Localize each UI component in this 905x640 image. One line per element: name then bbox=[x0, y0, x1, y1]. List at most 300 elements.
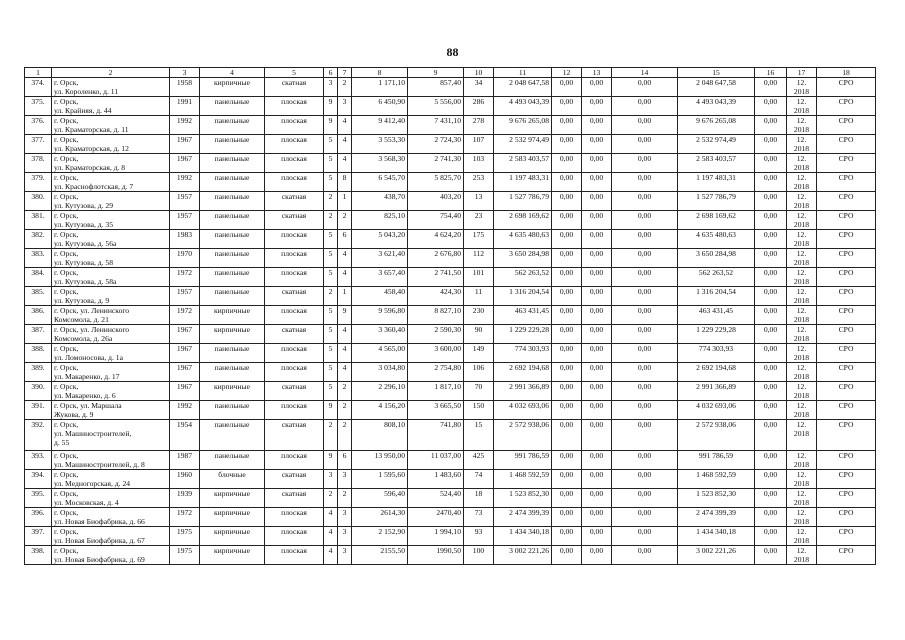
address-line: г. Орск, bbox=[54, 489, 79, 498]
build-year-cell: 1967 bbox=[170, 363, 200, 382]
deadline-line: 2018 bbox=[793, 296, 810, 305]
deadline-line: 2018 bbox=[793, 220, 810, 229]
cost-col-14-cell: 0,00 bbox=[612, 363, 678, 382]
address-cell bbox=[52, 78, 170, 97]
deadline-line: 2018 bbox=[793, 517, 810, 526]
cost-col-14-cell: 0,00 bbox=[612, 451, 678, 470]
build-year-cell: 1975 bbox=[170, 546, 200, 565]
residents-cell: 74 bbox=[464, 470, 494, 489]
row-number-cell: 397. bbox=[25, 527, 52, 546]
address-line: д. 55 bbox=[54, 438, 70, 447]
build-year-cell: 1991 bbox=[170, 97, 200, 116]
entrances-cell: 4 bbox=[338, 116, 352, 135]
cost-col-12-cell: 0,00 bbox=[552, 192, 582, 211]
repair-method-cell: СРО bbox=[817, 344, 876, 363]
roof-type-cell: скатная bbox=[265, 382, 324, 401]
cost-col-15-cell: 774 303,93 bbox=[678, 344, 755, 363]
cost-col-12-cell: 0,00 bbox=[552, 306, 582, 325]
entrances-cell: 2 bbox=[338, 489, 352, 508]
deadline-line: 12. bbox=[796, 420, 807, 429]
deadline-line: 2018 bbox=[793, 498, 810, 507]
row-number-cell: 380. bbox=[25, 192, 52, 211]
cost-col-16-cell: 0,00 bbox=[755, 78, 787, 97]
roof-type-cell: плоская bbox=[265, 306, 324, 325]
row-number-cell: 382. bbox=[25, 230, 52, 249]
deadline-line: 12. bbox=[796, 192, 807, 201]
deadline-cell bbox=[787, 489, 817, 508]
floors-cell: 3 bbox=[324, 470, 338, 489]
address-line: ул. Макаренко, д. 17 bbox=[54, 372, 120, 381]
floors-cell: 5 bbox=[324, 363, 338, 382]
cost-col-14-cell: 0,00 bbox=[612, 154, 678, 173]
roof-type-cell: скатная bbox=[265, 78, 324, 97]
housing-registry-table bbox=[24, 67, 876, 565]
cost-col-16-cell: 0,00 bbox=[755, 211, 787, 230]
area-total-cell: 9 412,40 bbox=[352, 116, 408, 135]
column-number-9: 9 bbox=[408, 68, 464, 78]
cost-col-16-cell: 0,00 bbox=[755, 401, 787, 420]
floors-cell: 3 bbox=[324, 78, 338, 97]
entrances-cell: 3 bbox=[338, 546, 352, 565]
address-line: Жукова, д. 9 bbox=[54, 410, 94, 419]
address-line: ул. Макаренко, д. 6 bbox=[54, 391, 116, 400]
deadline-line: 2018 bbox=[793, 315, 810, 324]
entrances-cell: 2 bbox=[338, 382, 352, 401]
total-cost-cell: 1 197 483,31 bbox=[494, 173, 552, 192]
floors-cell: 4 bbox=[324, 546, 338, 565]
entrances-cell: 4 bbox=[338, 325, 352, 344]
column-number-1: 1 bbox=[25, 68, 52, 78]
deadline-cell bbox=[787, 154, 817, 173]
total-cost-cell: 9 676 265,08 bbox=[494, 116, 552, 135]
build-year-cell: 1960 bbox=[170, 470, 200, 489]
residents-cell: 286 bbox=[464, 97, 494, 116]
header-row bbox=[25, 68, 876, 78]
table-row bbox=[25, 135, 876, 154]
wall-material-cell: кирпичные bbox=[200, 325, 265, 344]
total-cost-cell: 3 002 221,26 bbox=[494, 546, 552, 565]
cost-col-15-cell: 9 676 265,08 bbox=[678, 116, 755, 135]
wall-material-cell: панельные bbox=[200, 401, 265, 420]
deadline-cell bbox=[787, 451, 817, 470]
entrances-cell: 3 bbox=[338, 470, 352, 489]
cost-col-13-cell: 0,00 bbox=[582, 192, 612, 211]
address-line: ул. Машиностроителей, bbox=[54, 429, 132, 438]
area-living-cell: 8 827,10 bbox=[408, 306, 464, 325]
build-year-cell: 1967 bbox=[170, 325, 200, 344]
deadline-line: 2018 bbox=[793, 536, 810, 545]
cost-col-12-cell: 0,00 bbox=[552, 451, 582, 470]
cost-col-13-cell: 0,00 bbox=[582, 116, 612, 135]
deadline-line: 12. bbox=[796, 451, 807, 460]
address-line: ул. Ломоносова, д. 1а bbox=[54, 353, 123, 362]
address-line: г. Орск, bbox=[54, 97, 79, 106]
deadline-cell bbox=[787, 344, 817, 363]
cost-col-13-cell: 0,00 bbox=[582, 451, 612, 470]
column-number-16: 16 bbox=[755, 68, 787, 78]
cost-col-16-cell: 0,00 bbox=[755, 344, 787, 363]
total-cost-cell: 1 434 340,18 bbox=[494, 527, 552, 546]
roof-type-cell: плоская bbox=[265, 527, 324, 546]
table-body bbox=[25, 78, 876, 565]
address-line: ул. Кутузова, д. 35 bbox=[54, 220, 114, 229]
total-cost-cell: 1 316 204,54 bbox=[494, 287, 552, 306]
address-cell bbox=[52, 489, 170, 508]
entrances-cell: 6 bbox=[338, 230, 352, 249]
cost-col-13-cell: 0,00 bbox=[582, 546, 612, 565]
area-living-cell: 2 741,30 bbox=[408, 154, 464, 173]
roof-type-cell: плоская bbox=[265, 451, 324, 470]
deadline-line: 2018 bbox=[793, 106, 810, 115]
cost-col-14-cell: 0,00 bbox=[612, 344, 678, 363]
row-number-cell: 392. bbox=[25, 420, 52, 451]
wall-material-cell: кирпичные bbox=[200, 306, 265, 325]
area-living-cell: 424,30 bbox=[408, 287, 464, 306]
floors-cell: 9 bbox=[324, 97, 338, 116]
table-row bbox=[25, 173, 876, 192]
table-row bbox=[25, 211, 876, 230]
area-total-cell: 3 621,40 bbox=[352, 249, 408, 268]
residents-cell: 100 bbox=[464, 546, 494, 565]
floors-cell: 5 bbox=[324, 249, 338, 268]
residents-cell: 13 bbox=[464, 192, 494, 211]
address-cell bbox=[52, 363, 170, 382]
repair-method-cell: СРО bbox=[817, 192, 876, 211]
table-row bbox=[25, 382, 876, 401]
row-number-cell: 396. bbox=[25, 508, 52, 527]
total-cost-cell: 2 583 403,57 bbox=[494, 154, 552, 173]
area-living-cell: 3 665,50 bbox=[408, 401, 464, 420]
residents-cell: 103 bbox=[464, 154, 494, 173]
column-number-18: 18 bbox=[817, 68, 876, 78]
floors-cell: 4 bbox=[324, 508, 338, 527]
roof-type-cell: скатная bbox=[265, 287, 324, 306]
row-number-cell: 374. bbox=[25, 78, 52, 97]
address-line: ул. Новая Биофабрика, д. 67 bbox=[54, 536, 145, 545]
wall-material-cell: панельные bbox=[200, 230, 265, 249]
total-cost-cell: 463 431,45 bbox=[494, 306, 552, 325]
deadline-line: 12. bbox=[796, 489, 807, 498]
area-living-cell: 11 037,00 bbox=[408, 451, 464, 470]
address-line: г. Орск, bbox=[54, 192, 79, 201]
roof-type-cell: плоская bbox=[265, 97, 324, 116]
residents-cell: 150 bbox=[464, 401, 494, 420]
cost-col-12-cell: 0,00 bbox=[552, 287, 582, 306]
build-year-cell: 1970 bbox=[170, 249, 200, 268]
table-row bbox=[25, 420, 876, 451]
cost-col-15-cell: 1 197 483,31 bbox=[678, 173, 755, 192]
address-line: ул. Кутузова, д. 9 bbox=[54, 296, 110, 305]
row-number-cell: 383. bbox=[25, 249, 52, 268]
entrances-cell: 4 bbox=[338, 268, 352, 287]
build-year-cell: 1957 bbox=[170, 287, 200, 306]
total-cost-cell: 3 650 284,98 bbox=[494, 249, 552, 268]
area-total-cell: 825,10 bbox=[352, 211, 408, 230]
cost-col-15-cell: 2 572 938,06 bbox=[678, 420, 755, 451]
area-total-cell: 3 568,30 bbox=[352, 154, 408, 173]
address-line: г. Орск, bbox=[54, 363, 79, 372]
build-year-cell: 1957 bbox=[170, 192, 200, 211]
row-number-cell: 375. bbox=[25, 97, 52, 116]
area-living-cell: 2 724,30 bbox=[408, 135, 464, 154]
repair-method-cell: СРО bbox=[817, 489, 876, 508]
residents-cell: 230 bbox=[464, 306, 494, 325]
table-row bbox=[25, 527, 876, 546]
cost-col-14-cell: 0,00 bbox=[612, 173, 678, 192]
address-line: г. Орск, bbox=[54, 451, 79, 460]
area-total-cell: 596,40 bbox=[352, 489, 408, 508]
address-line: ул. Машиностроителей, д. 8 bbox=[54, 460, 145, 469]
address-cell bbox=[52, 451, 170, 470]
entrances-cell: 2 bbox=[338, 401, 352, 420]
cost-col-12-cell: 0,00 bbox=[552, 173, 582, 192]
wall-material-cell: кирпичные bbox=[200, 382, 265, 401]
deadline-line: 12. bbox=[796, 97, 807, 106]
address-line: г. Орск, bbox=[54, 470, 79, 479]
total-cost-cell: 4 635 480,63 bbox=[494, 230, 552, 249]
address-line: Комсомола, д. 26а bbox=[54, 334, 113, 343]
cost-col-14-cell: 0,00 bbox=[612, 97, 678, 116]
column-number-14: 14 bbox=[612, 68, 678, 78]
total-cost-cell: 562 263,52 bbox=[494, 268, 552, 287]
cost-col-13-cell: 0,00 bbox=[582, 420, 612, 451]
roof-type-cell: плоская bbox=[265, 508, 324, 527]
build-year-cell: 1954 bbox=[170, 420, 200, 451]
area-living-cell: 1 994,10 bbox=[408, 527, 464, 546]
area-living-cell: 857,40 bbox=[408, 78, 464, 97]
deadline-line: 12. bbox=[796, 546, 807, 555]
wall-material-cell: кирпичные bbox=[200, 546, 265, 565]
row-number-cell: 379. bbox=[25, 173, 52, 192]
address-line: ул. Медногорская, д. 24 bbox=[54, 479, 131, 488]
total-cost-cell: 4 493 043,39 bbox=[494, 97, 552, 116]
cost-col-12-cell: 0,00 bbox=[552, 401, 582, 420]
entrances-cell: 1 bbox=[338, 192, 352, 211]
residents-cell: 34 bbox=[464, 78, 494, 97]
cost-col-14-cell: 0,00 bbox=[612, 78, 678, 97]
repair-method-cell: СРО bbox=[817, 135, 876, 154]
column-number-12: 12 bbox=[552, 68, 582, 78]
address-line: ул. Краматорская, д. 11 bbox=[54, 125, 129, 134]
deadline-line: 12. bbox=[796, 344, 807, 353]
area-total-cell: 2614,30 bbox=[352, 508, 408, 527]
cost-col-16-cell: 0,00 bbox=[755, 230, 787, 249]
wall-material-cell: блочные bbox=[200, 470, 265, 489]
repair-method-cell: СРО bbox=[817, 268, 876, 287]
roof-type-cell: скатная bbox=[265, 420, 324, 451]
column-number-17: 17 bbox=[787, 68, 817, 78]
area-living-cell: 2 590,30 bbox=[408, 325, 464, 344]
roof-type-cell: плоская bbox=[265, 363, 324, 382]
area-living-cell: 5 825,70 bbox=[408, 173, 464, 192]
address-line: г. Орск, bbox=[54, 268, 79, 277]
cost-col-12-cell: 0,00 bbox=[552, 78, 582, 97]
repair-method-cell: СРО bbox=[817, 451, 876, 470]
total-cost-cell: 774 303,93 bbox=[494, 344, 552, 363]
cost-col-14-cell: 0,00 bbox=[612, 135, 678, 154]
column-number-5: 5 bbox=[265, 68, 324, 78]
residents-cell: 106 bbox=[464, 363, 494, 382]
deadline-line: 2018 bbox=[793, 334, 810, 343]
row-number-cell: 381. bbox=[25, 211, 52, 230]
cost-col-15-cell: 3 002 221,26 bbox=[678, 546, 755, 565]
deadline-line: 2018 bbox=[793, 144, 810, 153]
cost-col-13-cell: 0,00 bbox=[582, 363, 612, 382]
build-year-cell: 1972 bbox=[170, 306, 200, 325]
cost-col-13-cell: 0,00 bbox=[582, 154, 612, 173]
floors-cell: 9 bbox=[324, 116, 338, 135]
address-cell bbox=[52, 268, 170, 287]
deadline-line: 2018 bbox=[793, 239, 810, 248]
cost-col-14-cell: 0,00 bbox=[612, 249, 678, 268]
table-row bbox=[25, 325, 876, 344]
cost-col-16-cell: 0,00 bbox=[755, 287, 787, 306]
cost-col-12-cell: 0,00 bbox=[552, 489, 582, 508]
build-year-cell: 1957 bbox=[170, 211, 200, 230]
cost-col-13-cell: 0,00 bbox=[582, 401, 612, 420]
area-living-cell: 5 556,00 bbox=[408, 97, 464, 116]
cost-col-12-cell: 0,00 bbox=[552, 135, 582, 154]
deadline-line: 12. bbox=[796, 325, 807, 334]
table-row bbox=[25, 97, 876, 116]
deadline-line: 12. bbox=[796, 470, 807, 479]
cost-col-16-cell: 0,00 bbox=[755, 382, 787, 401]
area-living-cell: 1 483,60 bbox=[408, 470, 464, 489]
address-line: ул. Краматорская, д. 8 bbox=[54, 163, 126, 172]
cost-col-16-cell: 0,00 bbox=[755, 546, 787, 565]
deadline-cell bbox=[787, 78, 817, 97]
row-number-cell: 393. bbox=[25, 451, 52, 470]
address-cell bbox=[52, 249, 170, 268]
deadline-cell bbox=[787, 173, 817, 192]
row-number-cell: 391. bbox=[25, 401, 52, 420]
repair-method-cell: СРО bbox=[817, 470, 876, 489]
roof-type-cell: скатная bbox=[265, 192, 324, 211]
build-year-cell: 1972 bbox=[170, 508, 200, 527]
address-line: ул. Кутузова, д. 56а bbox=[54, 239, 117, 248]
cost-col-12-cell: 0,00 bbox=[552, 268, 582, 287]
area-total-cell: 9 596,80 bbox=[352, 306, 408, 325]
deadline-line: 2018 bbox=[793, 87, 810, 96]
address-cell bbox=[52, 173, 170, 192]
deadline-cell bbox=[787, 325, 817, 344]
floors-cell: 5 bbox=[324, 268, 338, 287]
cost-col-13-cell: 0,00 bbox=[582, 135, 612, 154]
cost-col-16-cell: 0,00 bbox=[755, 306, 787, 325]
area-total-cell: 1 595,60 bbox=[352, 470, 408, 489]
cost-col-15-cell: 991 786,59 bbox=[678, 451, 755, 470]
cost-col-14-cell: 0,00 bbox=[612, 116, 678, 135]
cost-col-16-cell: 0,00 bbox=[755, 325, 787, 344]
wall-material-cell: панельные bbox=[200, 211, 265, 230]
cost-col-12-cell: 0,00 bbox=[552, 363, 582, 382]
cost-col-12-cell: 0,00 bbox=[552, 470, 582, 489]
area-living-cell: 7 431,10 bbox=[408, 116, 464, 135]
column-number-2: 2 bbox=[52, 68, 170, 78]
total-cost-cell: 2 532 974,49 bbox=[494, 135, 552, 154]
entrances-cell: 8 bbox=[338, 173, 352, 192]
cost-col-16-cell: 0,00 bbox=[755, 470, 787, 489]
address-cell bbox=[52, 230, 170, 249]
area-living-cell: 524,40 bbox=[408, 489, 464, 508]
build-year-cell: 1975 bbox=[170, 527, 200, 546]
wall-material-cell: панельные bbox=[200, 97, 265, 116]
cost-col-12-cell: 0,00 bbox=[552, 508, 582, 527]
cost-col-16-cell: 0,00 bbox=[755, 508, 787, 527]
area-living-cell: 1990,50 bbox=[408, 546, 464, 565]
deadline-line: 2018 bbox=[793, 460, 810, 469]
cost-col-13-cell: 0,00 bbox=[582, 306, 612, 325]
cost-col-14-cell: 0,00 bbox=[612, 489, 678, 508]
cost-col-12-cell: 0,00 bbox=[552, 249, 582, 268]
row-number-cell: 384. bbox=[25, 268, 52, 287]
deadline-cell bbox=[787, 249, 817, 268]
cost-col-14-cell: 0,00 bbox=[612, 382, 678, 401]
row-number-cell: 394. bbox=[25, 470, 52, 489]
total-cost-cell: 2 572 938,06 bbox=[494, 420, 552, 451]
residents-cell: 93 bbox=[464, 527, 494, 546]
address-cell bbox=[52, 211, 170, 230]
address-line: ул. Краснофлотская, д. 7 bbox=[54, 182, 134, 191]
row-number-cell: 395. bbox=[25, 489, 52, 508]
build-year-cell: 1939 bbox=[170, 489, 200, 508]
address-line: Комсомола, д. 21 bbox=[54, 315, 109, 324]
repair-method-cell: СРО bbox=[817, 420, 876, 451]
cost-col-15-cell: 2 692 194,68 bbox=[678, 363, 755, 382]
address-line: г. Орск, ул. Маршала bbox=[54, 401, 122, 410]
address-line: ул. Кутузова, д. 58а bbox=[54, 277, 117, 286]
cost-col-14-cell: 0,00 bbox=[612, 230, 678, 249]
deadline-line: 12. bbox=[796, 135, 807, 144]
wall-material-cell: панельные bbox=[200, 420, 265, 451]
deadline-line: 12. bbox=[796, 306, 807, 315]
cost-col-12-cell: 0,00 bbox=[552, 382, 582, 401]
cost-col-15-cell: 2 048 647,58 bbox=[678, 78, 755, 97]
table-row bbox=[25, 249, 876, 268]
address-line: ул. Короленко, д. 11 bbox=[54, 87, 119, 96]
build-year-cell: 1992 bbox=[170, 173, 200, 192]
area-total-cell: 2 296,10 bbox=[352, 382, 408, 401]
residents-cell: 15 bbox=[464, 420, 494, 451]
cost-col-16-cell: 0,00 bbox=[755, 489, 787, 508]
address-cell bbox=[52, 192, 170, 211]
entrances-cell: 3 bbox=[338, 97, 352, 116]
address-line: ул. Кутузова, д. 58 bbox=[54, 258, 114, 267]
floors-cell: 5 bbox=[324, 230, 338, 249]
residents-cell: 149 bbox=[464, 344, 494, 363]
cost-col-15-cell: 1 316 204,54 bbox=[678, 287, 755, 306]
column-number-4: 4 bbox=[200, 68, 265, 78]
address-line: г. Орск, bbox=[54, 249, 79, 258]
cost-col-15-cell: 463 431,45 bbox=[678, 306, 755, 325]
cost-col-16-cell: 0,00 bbox=[755, 527, 787, 546]
repair-method-cell: СРО bbox=[817, 116, 876, 135]
repair-method-cell: СРО bbox=[817, 154, 876, 173]
table-row bbox=[25, 192, 876, 211]
residents-cell: 253 bbox=[464, 173, 494, 192]
build-year-cell: 1958 bbox=[170, 78, 200, 97]
deadline-line: 12. bbox=[796, 401, 807, 410]
cost-col-14-cell: 0,00 bbox=[612, 470, 678, 489]
table-row bbox=[25, 401, 876, 420]
address-line: г. Орск, bbox=[54, 546, 79, 555]
build-year-cell: 1992 bbox=[170, 401, 200, 420]
build-year-cell: 1967 bbox=[170, 135, 200, 154]
deadline-cell bbox=[787, 382, 817, 401]
cost-col-15-cell: 1 468 592,59 bbox=[678, 470, 755, 489]
cost-col-15-cell: 2 698 169,62 bbox=[678, 211, 755, 230]
row-number-cell: 398. bbox=[25, 546, 52, 565]
